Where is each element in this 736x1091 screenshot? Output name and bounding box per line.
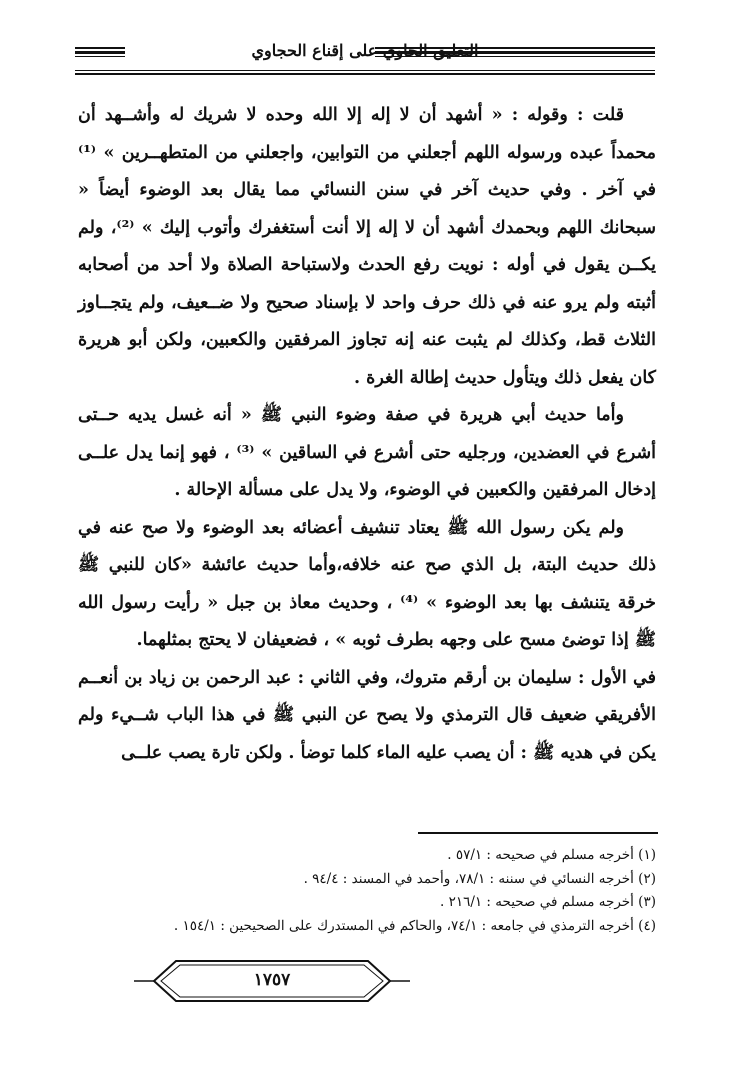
- footnote-4: (٤) أخرجه الترمذي في جامعه : ٧٤/١، والحاكم في المستدرك على الصحيحين : ١٥٤/١ .: [173, 917, 656, 934]
- page-number-frame: [134, 958, 410, 1004]
- paragraph-2: وأما حديث أبي هريرة في صفة وضوء النبي ﷺ « أنه غسل يديه حــتى أشرع في العضدين، ورجليه حتى أشرع في الساقين » ⁽³⁾ ، فهو إنما يدل علــى إدخال المرفقين والكعبين في الوضوء، ولا يدل على مسألة الإحالة .: [78, 405, 657, 500]
- body-text: [78, 97, 656, 772]
- page-number: ١٧٥٧: [253, 970, 291, 990]
- paragraph-3: ولم يكن رسول الله ﷺ يعتاد تنشيف أعضائه بعد الوضوء ولا صح عنه في ذلك حديث البتة، بل الذي صح عنه خلافه،وأما حديث عائشة «كان للنبي ﷺ خرقة يتنشف بها بعد الوضوء » ⁽⁴⁾ ، وحديث معاذ بن جبل « رأيت رسول الله ﷺ إذا توضئ مسح على وجهه بطرف ثوبه » ، فضعيفان لا يحتج بمثلهما.: [78, 517, 656, 650]
- header-title: التعليق الحاوي على إقناع الحجاوي: [251, 41, 479, 60]
- footnote-2: (٢) أخرجه النسائي في سننه : ٧٨/١، وأحمد في المسند : ٩٤/٤ .: [303, 870, 656, 887]
- footnote-separator: [418, 832, 658, 834]
- paragraph-1: قلت : وقوله : « أشهد أن لا إله إلا الله وحده لا شريك له وأشــهد أن محمداً عبده ورسوله اللهم أجعلني من التوابين، واجعلني من المتطهــرين » ⁽¹⁾ في آخر . وفي حديث آخر في سنن النسائي مما يقال بعد الوضوء أيضاً « سبحانك اللهم وبحمدك أشهد أن لا إله إلا أنت أستغفرك وأتوب إليك » ⁽²⁾، ولم يكــن يقول في أوله : نويت رفع الحدث ولاستباحة الصلاة ولا أحد من أصحابه أثبته ولم يرو عنه في ذلك حرف واحد لا بإسناد صحيح ولا ضــعيف، ولم يتجــاوز الثلاث قط، وكذلك لم يثبت عنه إنه تجاوز المرفقين والكعبين، ولكن أبو هريرة كان يفعل ذلك ويتأول حديث إطالة الغرة .: [78, 105, 656, 388]
- footnote-1: (١) أخرجه مسلم في صحيحه : ٥٧/١ .: [447, 847, 656, 863]
- footnotes: [78, 844, 656, 938]
- header-underline: [75, 70, 655, 75]
- running-header: [75, 36, 655, 76]
- footnote-3: (٣) أخرجه مسلم في صحيحه : ٢١٦/١ .: [439, 894, 656, 910]
- paragraph-4: في الأول : سليمان بن أرقم متروك، وفي الثاني : عبد الرحمن بن زياد بن أنعــم الأفريقي ضعيف قال الترمذي ولا يصح عن النبي ﷺ في هذا الباب شــيء ولم يكن في هديه ﷺ : أن يصب عليه الماء كلما توضأ . ولكن تارة يصب علــى: [78, 667, 656, 763]
